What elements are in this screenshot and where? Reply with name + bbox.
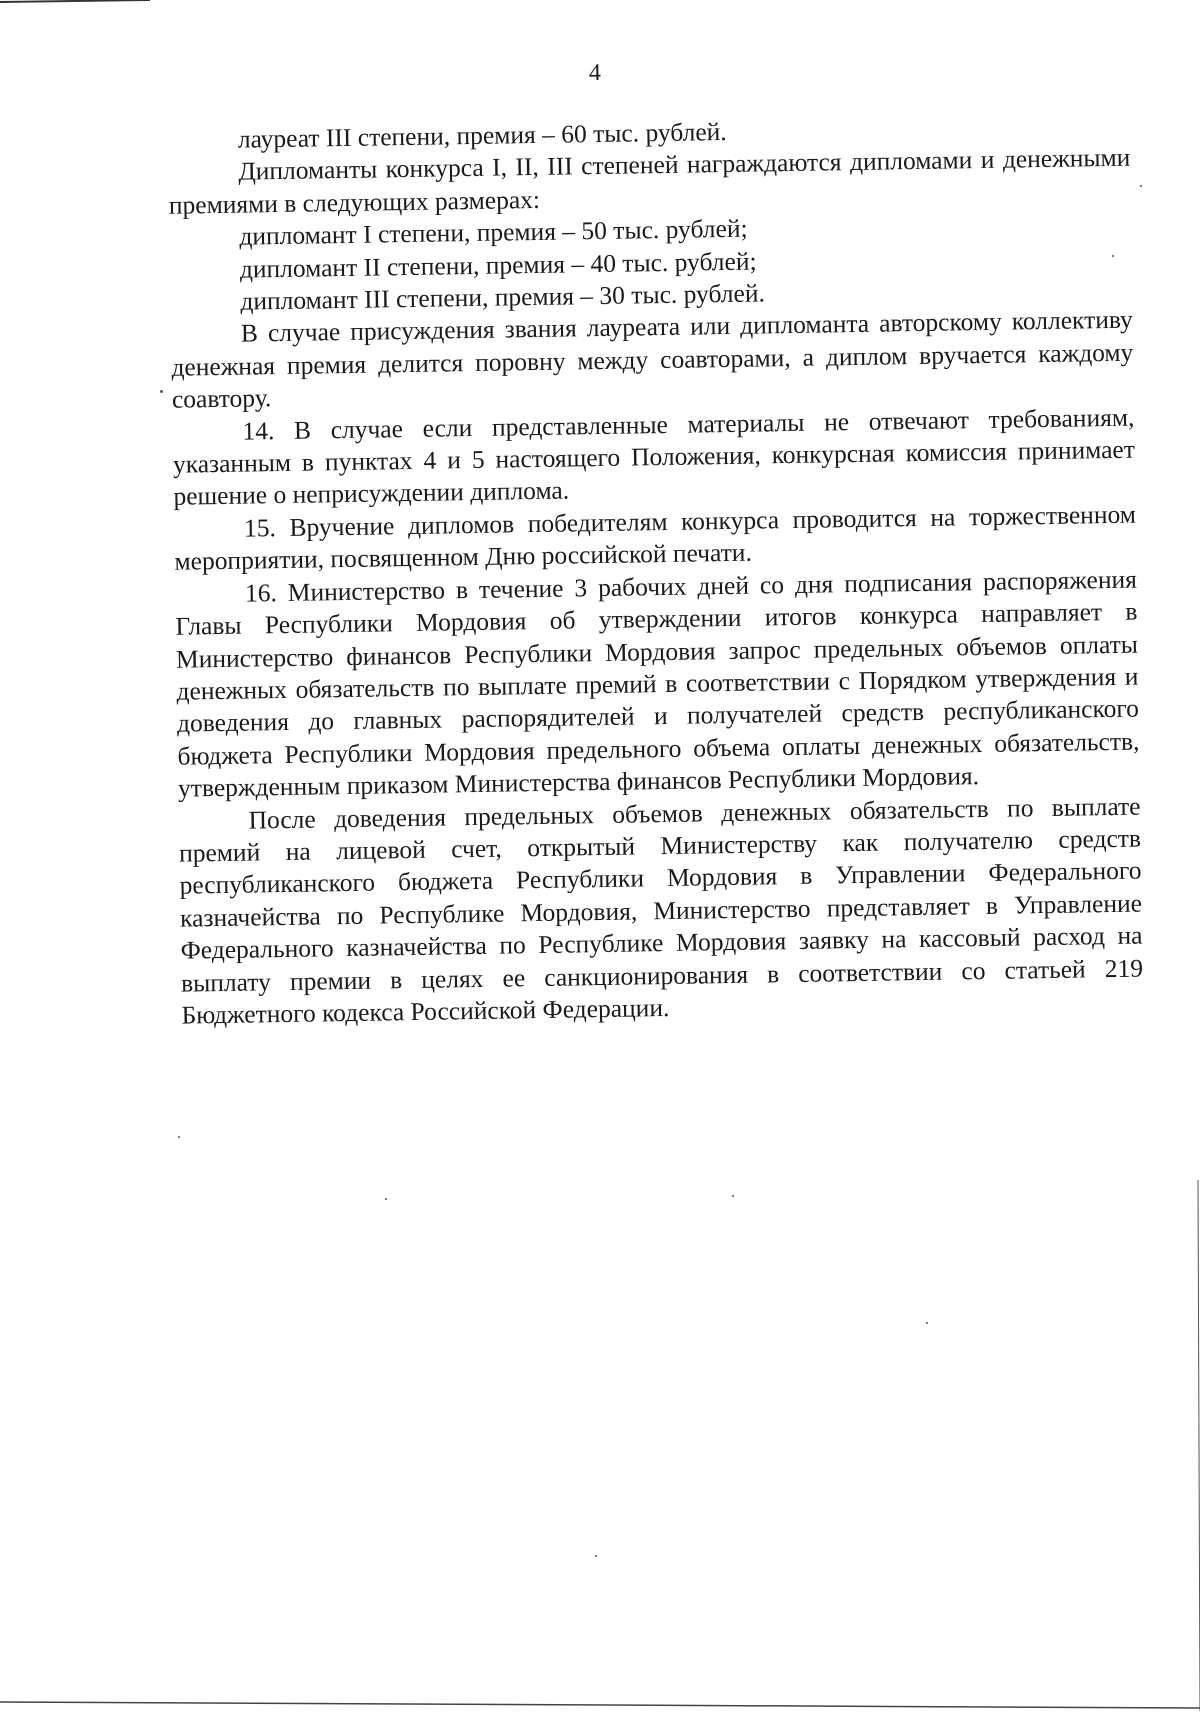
collective-award-paragraph: В случае присуждения звания лауреата или дипломанта авторскому коллективу денежная премия делится поровну между соавторами, а диплом вручается каждому соавтору.: [171, 305, 1134, 414]
clause-14-paragraph: 14. В случае если представленные материалы не отвечают требованиям, указанным в пунктах 4 и 5 настоящего Положения, конкурсная комиссия принимает решение о неприсуждении диплома.: [172, 402, 1136, 512]
diplomant-3-line: дипломант III степени, премия – 30 тыс. рублей.: [240, 278, 766, 316]
clause-16-paragraph: 16. Министерство в течение 3 рабочих дней со дня подписания распоряжения Главы Республики Мордовия об утверждении итогов конкурса направляет в Министерство финансов Республики Мордовия запрос предельных объемов оплаты денежных обязательств по выплате премий в соответствии с Порядком утверждения и доведения до главных распорядителей и получателей средств республиканского бюджета Республики Мордовия предельного объема оплаты денежных обязательств, утвержденным приказом Министерства финансов Республики Мордовия.: [175, 564, 1140, 803]
diplomants-paragraph: Дипломанты конкурса I, II, III степеней награждаются дипломами и денежными премиями в следующих размерах:: [168, 143, 1131, 220]
diplomant-1-line: дипломант I степени, премия – 50 тыс. рублей;: [239, 213, 748, 251]
document-body: [168, 110, 1144, 1032]
payment-procedure-paragraph: После доведения предельных объемов денежных обязательств по выплате премий на лицевой счет, открытый Министерству как получателю средств республиканского бюджета Республики Мордовия в Управлении Федерального казначейства по Республике Мордовия, Министерство представляет в Управление Федерального казначейства по Республике Мордовия заявку на кассовый расход на выплату премии в целях ее санкционирования в соответствии со статьей 219 Бюджетного кодекса Российской Федерации.: [178, 791, 1144, 1030]
page-number: 4: [588, 59, 602, 87]
laureate-3-line: лауреат III степени, премия – 60 тыс. рублей.: [237, 116, 727, 154]
diplomant-2-line: дипломант II степени, премия – 40 тыс. рублей;: [239, 246, 757, 284]
clause-15-paragraph: 15. Вручение дипломов победителям конкурса проводится на торжественном мероприятии, посвященном Дню российской печати.: [174, 499, 1137, 576]
